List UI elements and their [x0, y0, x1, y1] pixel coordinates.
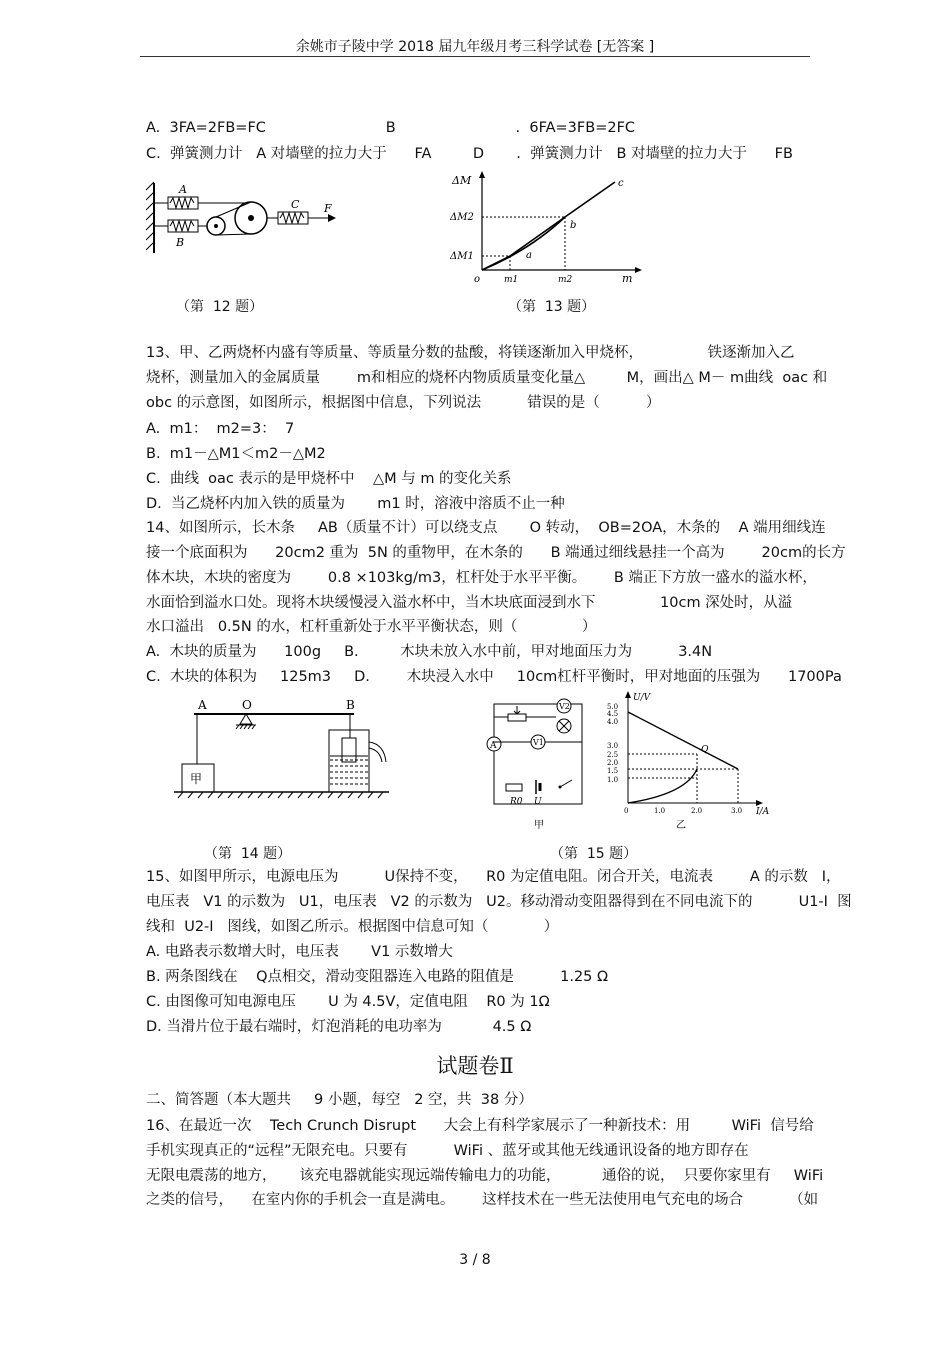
fig12-label-a: A [179, 183, 187, 196]
fig14-label-o: O [242, 698, 252, 712]
q14-stem-4: 水面恰到溢水口处。现将木块缓慢浸入溢水杯中，当木块底面浸到水下 10cm 深处时，从溢 [146, 595, 793, 611]
fig12-label-b: B [176, 236, 185, 249]
header-rule [140, 56, 810, 57]
q16-text-4: 之类的信号， 在室内你的手机会一直是满电。 这样技术在一些无法使用电气充电的场合 （如 [146, 1192, 819, 1208]
q13-stem-2: 烧杯，测量加入的金属质量 m和相应的烧杯内物质质量变化量△ M，画出△ M－ m曲线 oac 和 [146, 370, 828, 386]
page-number: 3 / 8 [459, 1252, 491, 1268]
q14-stem-1: 14、如图所示，长木条 AB（质量不计）可以绕支点 O 转动， OB=2OA，木条的 A 端用细线连 [146, 520, 826, 536]
fig13-y-m2: ΔM2 [450, 212, 474, 223]
fig13-x-m2: m2 [558, 275, 573, 285]
caption-q15: （第 15 题） [550, 846, 638, 862]
fig13-x-label: m [622, 272, 633, 285]
fig14-block: 甲 [190, 772, 203, 786]
fig15-v2: V2 [559, 702, 570, 711]
q15-option-d: D. 当滑片位于最右端时，灯泡消耗的电功率为 4.5 Ω [146, 1019, 532, 1035]
fig15-y-tick-45: 4.5 [607, 710, 619, 718]
q15-option-c: C. 由图像可知电源电压 U 为 4.5V，定值电阻 R0 为 1Ω [146, 994, 550, 1010]
fig13-curve-a: a [526, 250, 532, 261]
fig13-x-m1: m1 [504, 275, 519, 285]
figure-q14 [174, 694, 394, 806]
fig15-x-tick-2: 2.0 [691, 807, 703, 815]
q13-option-b: B. m1－△M1＜m2－△M2 [146, 446, 326, 462]
fig15-y-tick-50: 5.0 [607, 703, 619, 711]
caption-q12: （第 12 题） [176, 299, 264, 315]
fig13-y-label: ΔM [452, 174, 472, 187]
figure-q15-graph [606, 690, 776, 835]
fig15-y-tick-25: 2.5 [607, 751, 619, 759]
fig15-caption-a: 甲 [534, 820, 544, 831]
fig15-y-label: U/V [633, 693, 651, 703]
fig12-label-c: C [291, 198, 300, 211]
section-title: 试题卷Ⅱ [436, 1054, 514, 1078]
page-header: 余姚市子陵中学 2018 届九年级月考三科学试卷 [无答案 ] [295, 39, 655, 55]
q15-stem-1: 15、如图甲所示，电源电压为 U保持不变， R0 为定值电阻。闭合开关，电流表 A 的示数 I， [146, 869, 841, 885]
fig12-label-f: F [324, 202, 332, 215]
fig13-curve-c: c [618, 178, 624, 189]
q12-option-ab: A. 3FA=2FB=FC B . 6FA=3FB=2FC [146, 120, 636, 136]
q15-stem-2: 电压表 V1 的示数为 U1，电压表 V2 的示数为 U2。移动滑动变阻器得到在不同电流下的 U1-I 图 [146, 894, 852, 910]
fig15-q-label: Q [701, 745, 709, 755]
fig15-y-tick-40: 4.0 [607, 718, 619, 726]
fig15-y-tick-20: 2.0 [607, 759, 619, 767]
q14-stem-5: 水口溢出 0.5N 的水，杠杆重新处于水平平衡状态，则（ ） [146, 619, 597, 635]
section-2-heading: 二、简答题（本大题共 9 小题，每空 2 空，共 38 分） [146, 1092, 533, 1108]
caption-q13: （第 13 题） [508, 299, 596, 315]
caption-q14: （第 14 题） [204, 846, 292, 862]
fig15-ammeter: A [490, 741, 497, 751]
q12-option-cd: C. 弹簧测力计 A 对墙壁的拉力大于 FA D . 弹簧测力计 B 对墙壁的拉力大于 FB [146, 146, 793, 162]
q15-stem-3: 线和 U2-I 图线，如图乙所示。根据图中信息可知（ ） [146, 919, 559, 935]
fig13-origin: o [474, 274, 481, 285]
q15-option-b: B. 两条图线在 Q点相交，滑动变阻器连入电路的阻值是 1.25 Ω [146, 969, 609, 985]
q16-text-1: 16、在最近一次 Tech Crunch Disrupt 大会上有科学家展示了一种新技术：用 WiFi 信号给 [146, 1118, 814, 1134]
fig15-caption-b: 乙 [676, 820, 686, 831]
fig15-v1: V1 [533, 738, 544, 747]
figure-q15-circuit [484, 694, 594, 834]
fig15-r0: R0 [510, 797, 523, 807]
q13-option-d: D. 当乙烧杯内加入铁的质量为 m1 时，溶液中溶质不止一种 [146, 496, 565, 512]
fig14-label-b: B [346, 698, 355, 712]
q14-stem-3: 体木块，木块的密度为 0.8 ×103kg/m3，杠杆处于水平平衡。 B 端正下方放一盛水的溢水杯， [146, 570, 817, 586]
q13-option-a: A. m1： m2=3： 7 [146, 421, 295, 437]
fig15-x-tick-3: 3.0 [731, 807, 743, 815]
q16-text-3: 无限电震荡的地方， 该充电器就能实现远端传输电力的功能， 通俗的说， 只要你家里有 WiFi [146, 1168, 824, 1184]
q13-stem-1: 13、甲、乙两烧杯内盛有等质量、等质量分数的盐酸，将镁逐渐加入甲烧杯， 铁逐渐加入乙 [146, 345, 795, 361]
q14-stem-2: 接一个底面积为 20cm2 重为 5N 的重物甲，在木条的 B 端通过细线悬挂一个高为 20cm的长方 [146, 545, 846, 561]
fig15-u: U [534, 797, 542, 807]
q13-stem-3: obc 的示意图，如图所示，根据图中信息，下列说法 错误的是（ ） [146, 395, 661, 411]
fig15-y-tick-15: 1.5 [607, 767, 619, 775]
q13-option-c: C. 曲线 oac 表示的是甲烧杯中 △M 与 m 的变化关系 [146, 471, 512, 487]
fig13-y-m1: ΔM1 [450, 251, 474, 262]
figure-q12 [146, 178, 346, 258]
q14-option-cd: C. 木块的体积为 125m3 D. 木块浸入水中 10cm杠杆平衡时，甲对地面的压强为 1700Pa [146, 669, 842, 685]
fig15-x-tick-0: 0 [624, 807, 629, 815]
fig15-x-tick-1: 1.0 [654, 807, 666, 815]
fig15-x-label: I/A [756, 807, 770, 817]
q16-text-2: 手机实现真正的“远程”无限充电。只要有 WiFi 、蓝牙或其他无线通讯设备的地方即存在 [146, 1143, 749, 1159]
fig14-label-a: A [198, 698, 207, 712]
q14-option-ab: A. 木块的质量为 100g B. 木块未放入水中前，甲对地面压力为 3.4N [146, 644, 713, 660]
fig13-curve-b: b [570, 220, 577, 231]
q15-option-a: A. 电路表示数增大时，电压表 V1 示数增大 [146, 944, 453, 960]
figure-q13 [450, 170, 645, 288]
fig15-y-tick-30: 3.0 [607, 742, 619, 750]
fig15-y-tick-10: 1.0 [607, 776, 619, 784]
